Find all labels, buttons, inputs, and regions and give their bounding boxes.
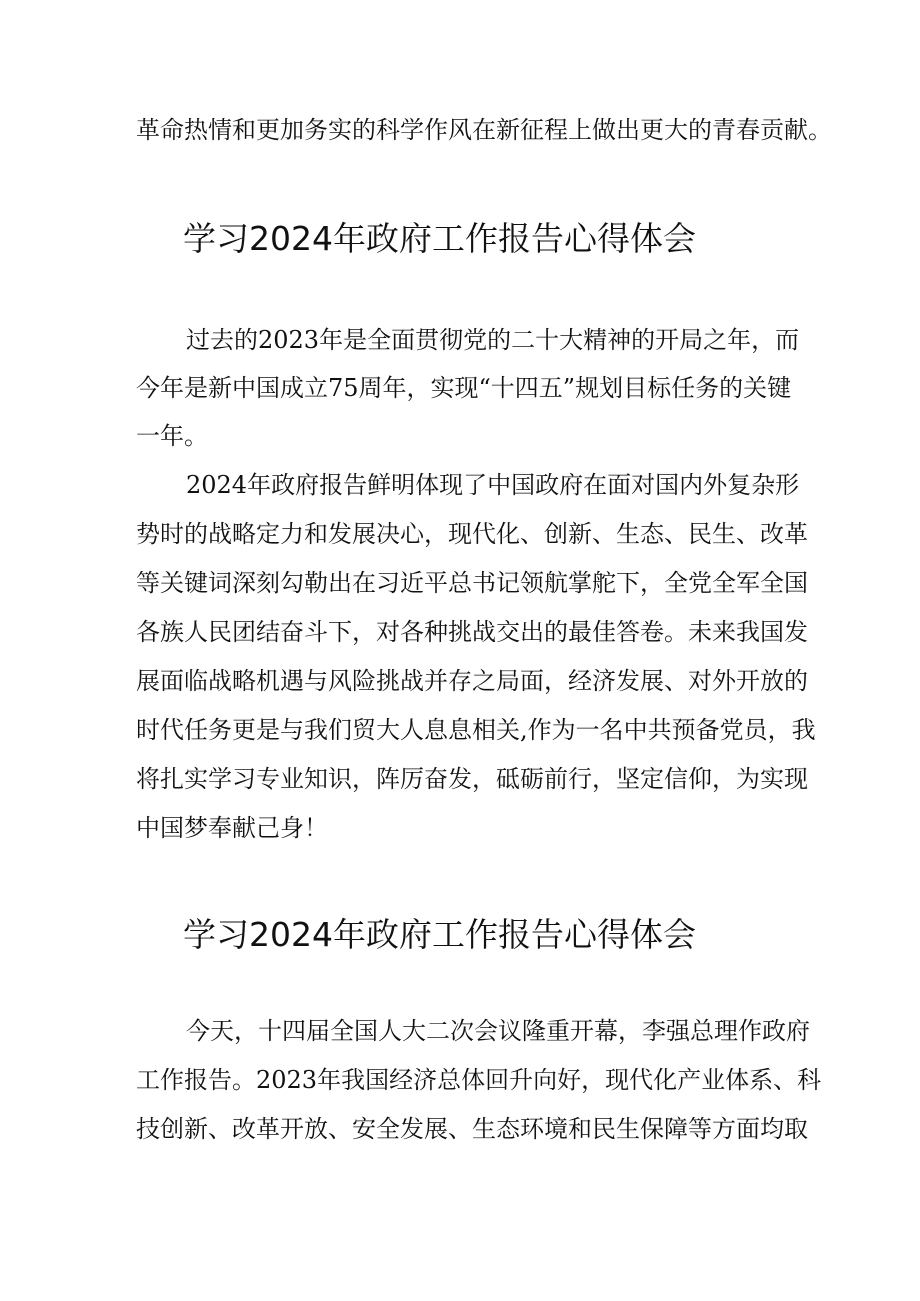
paragraph-line: 展面临战略机遇与风险挑战并存之局面，经济发展、对外开放的	[136, 667, 808, 695]
paragraph-line: 2024年政府报告鲜明体现了中国政府在面对国内外复杂形	[186, 471, 800, 499]
paragraph-line: 将扎实学习专业知识，阵厉奋发，砥砺前行，坚定信仰，为实现	[136, 765, 808, 793]
section-heading-2: 学习2024年政府工作报告心得体会	[183, 915, 696, 954]
paragraph-line: 时代任务更是与我们贸大人息息相关,作为一名中共预备党员，我	[136, 716, 816, 744]
paragraph-line: 势时的战略定力和发展决心，现代化、创新、生态、民生、改革	[136, 520, 808, 548]
paragraph-line: 过去的2023年是全面贯彻党的二十大精神的开局之年，而	[186, 326, 800, 354]
paragraph-line: 今天，十四届全国人大二次会议隆重开幕，李强总理作政府	[186, 1017, 810, 1045]
paragraph-line: 工作报告。2023年我国经济总体回升向好，现代化产业体系、科	[136, 1066, 822, 1094]
paragraph-line: 中国梦奉献己身！	[136, 814, 328, 842]
paragraph-line: 各族人民团结奋斗下，对各种挑战交出的最佳答卷。未来我国发	[136, 618, 808, 646]
paragraph-line: 今年是新中国成立75周年，实现“十四五”规划目标任务的关键	[136, 374, 792, 402]
section-heading-1: 学习2024年政府工作报告心得体会	[183, 219, 696, 258]
paragraph-line: 等关键词深刻勾勒出在习近平总书记领航掌舵下，全党全军全国	[136, 569, 808, 597]
carryover-line: 革命热情和更加务实的科学作风在新征程上做出更大的青春贡献。	[136, 116, 832, 144]
paragraph-line: 一年。	[136, 422, 208, 450]
paragraph-line: 技创新、改革开放、安全发展、生态环境和民生保障等方面均取	[136, 1115, 808, 1143]
